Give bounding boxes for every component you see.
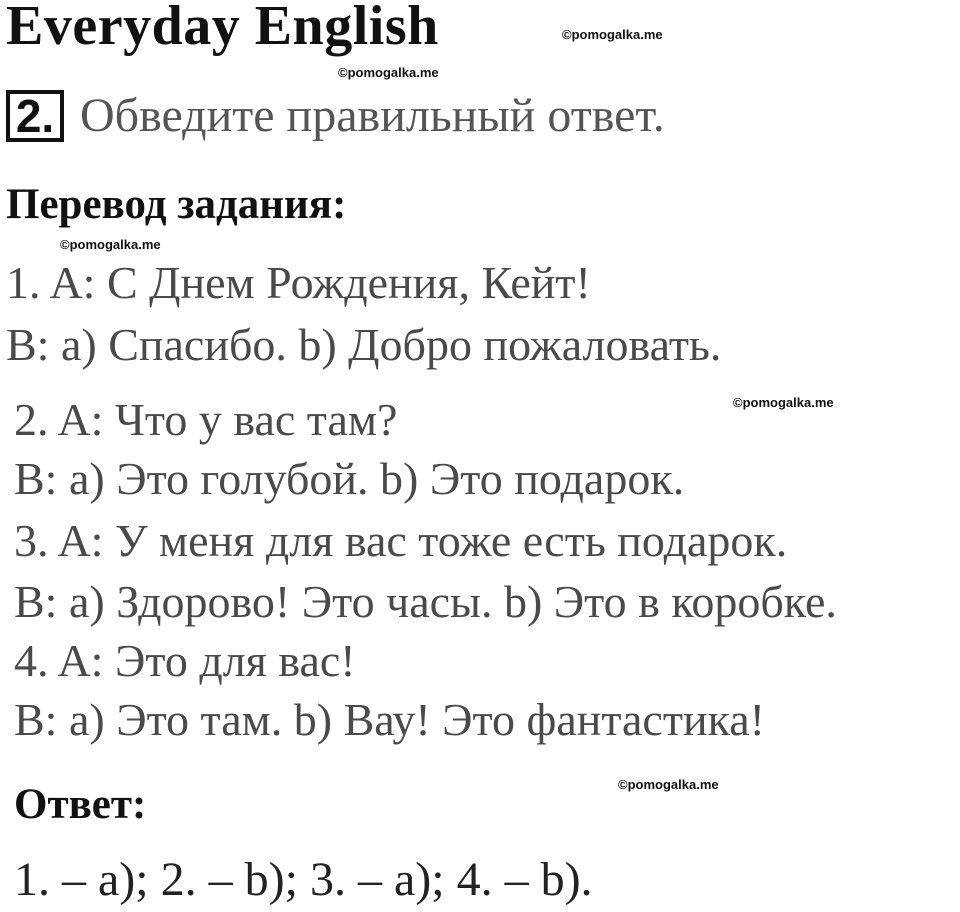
dialogue-line: 1. A: С Днем Рождения, Кейт! [6, 257, 591, 308]
watermark: ©pomogalka.me [733, 395, 834, 410]
task-number-box: 2. [6, 90, 64, 142]
dialogue-line: B: a) Спасибо. b) Добро пожаловать. [6, 319, 722, 370]
dialogue-line: 4. A: Это для вас! [14, 635, 356, 686]
watermark: ©pomogalka.me [562, 27, 663, 42]
task-instruction: Обведите правильный ответ. [80, 89, 665, 142]
page-title: Everyday English [6, 0, 439, 57]
watermark: ©pomogalka.me [618, 777, 719, 792]
watermark: ©pomogalka.me [60, 237, 161, 252]
dialogue-line: 2. A: Что у вас там? [14, 394, 398, 445]
dialogue-line: B: a) Здорово! Это часы. b) Это в коробке. [14, 576, 837, 627]
watermark: ©pomogalka.me [338, 65, 439, 80]
dialogue-line: 3. A: У меня для вас тоже есть подарок. [14, 515, 788, 566]
answer-heading: Ответ: [14, 781, 147, 828]
dialogue-line: B: a) Это там. b) Вау! Это фантастика! [14, 694, 765, 745]
translation-heading: Перевод задания: [6, 181, 347, 228]
dialogue-line: B: a) Это голубой. b) Это подарок. [14, 453, 685, 504]
answer-text: 1. – a); 2. – b); 3. – a); 4. – b). [14, 853, 593, 906]
